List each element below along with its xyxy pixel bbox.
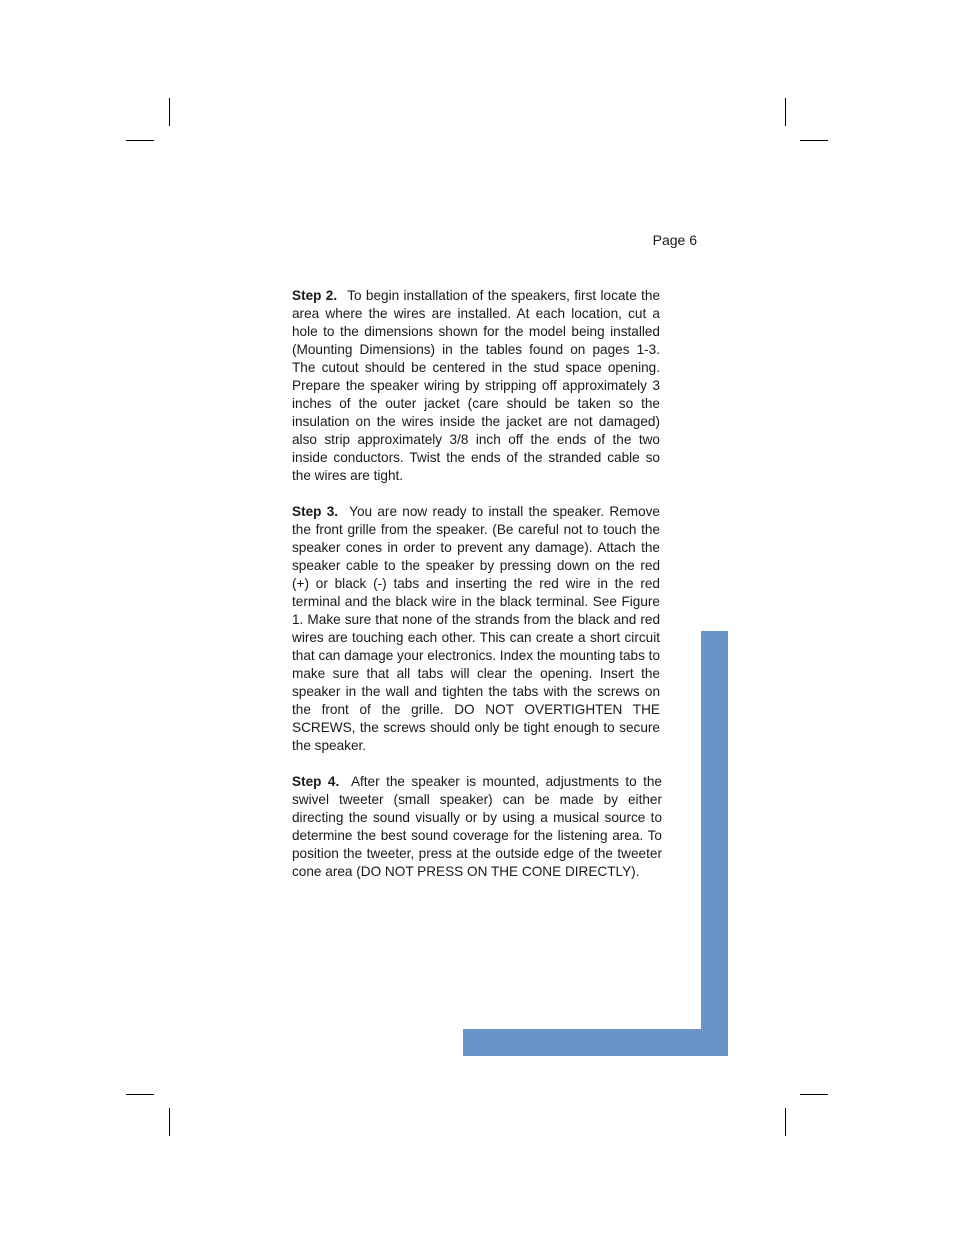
step-2-label: Step 2.: [292, 288, 338, 303]
crop-mark-bottom-left-vertical: [169, 1108, 170, 1136]
step-4-text: After the speaker is mounted, adjustments to the swivel tweeter (small speaker) can be made by either directing the sound visually or by using a musical source to determine the best sound coverage for the listening area. To position the tweeter, press at the outside edge of the tweeter cone area (DO NOT PRESS ON THE CONE DIRECTLY).: [292, 774, 662, 879]
crop-mark-top-left-horizontal: [126, 140, 154, 141]
crop-mark-bottom-left-horizontal: [126, 1094, 154, 1095]
crop-mark-top-left-vertical: [169, 98, 170, 126]
step-3-label: Step 3.: [292, 504, 339, 519]
crop-mark-bottom-right-vertical: [785, 1108, 786, 1136]
step-3-paragraph: [292, 503, 660, 755]
crop-mark-top-right-vertical: [785, 98, 786, 126]
step-4-label: Step 4.: [292, 774, 340, 789]
accent-bar-horizontal: [463, 1029, 728, 1056]
accent-bar-vertical: [701, 631, 728, 1056]
step-4-paragraph: [292, 773, 662, 881]
crop-mark-bottom-right-horizontal: [800, 1094, 828, 1095]
step-2-paragraph: [292, 287, 660, 485]
step-3-text: You are now ready to install the speaker. Remove the front grille from the speaker. (Be careful not to touch the speaker cones in order to prevent any damage). Attach the speaker cable to the speaker by pressing down on the red (+) or black (-) tabs and inserting the red wire in the red terminal and the black wire in the black terminal. See Figure 1. Make sure that none of the strands from the black and red wires are touching each other. This can create a short circuit that can damage your electronics. Index the mounting tabs to make sure that all tabs will clear the opening. Insert the speaker in the wall and tighten the tabs with the screws on the front of the grille. DO NOT OVERTIGHTEN THE SCREWS, the screws should only be tight enough to secure the speaker.: [292, 504, 661, 753]
instructions-body: [292, 287, 660, 899]
crop-mark-top-right-horizontal: [800, 140, 828, 141]
step-2-text: To begin installation of the speakers, first locate the area where the wires are installed. At each location, cut a hole to the dimensions shown for the model being installed (Mounting Dimensions) in the tables found on pages 1-3. The cutout should be centered in the stud space opening. Prepare the speaker wiring by stripping off approximately 3 inches of the outer jacket (care should be taken so the insulation on the wires inside the jacket are not damaged) also strip approximately 3/8 inch off the ends of the two inside conductors. Twist the ends of the stranded cable so the wires are tight.: [292, 288, 660, 483]
page-number: Page 6: [652, 232, 697, 248]
